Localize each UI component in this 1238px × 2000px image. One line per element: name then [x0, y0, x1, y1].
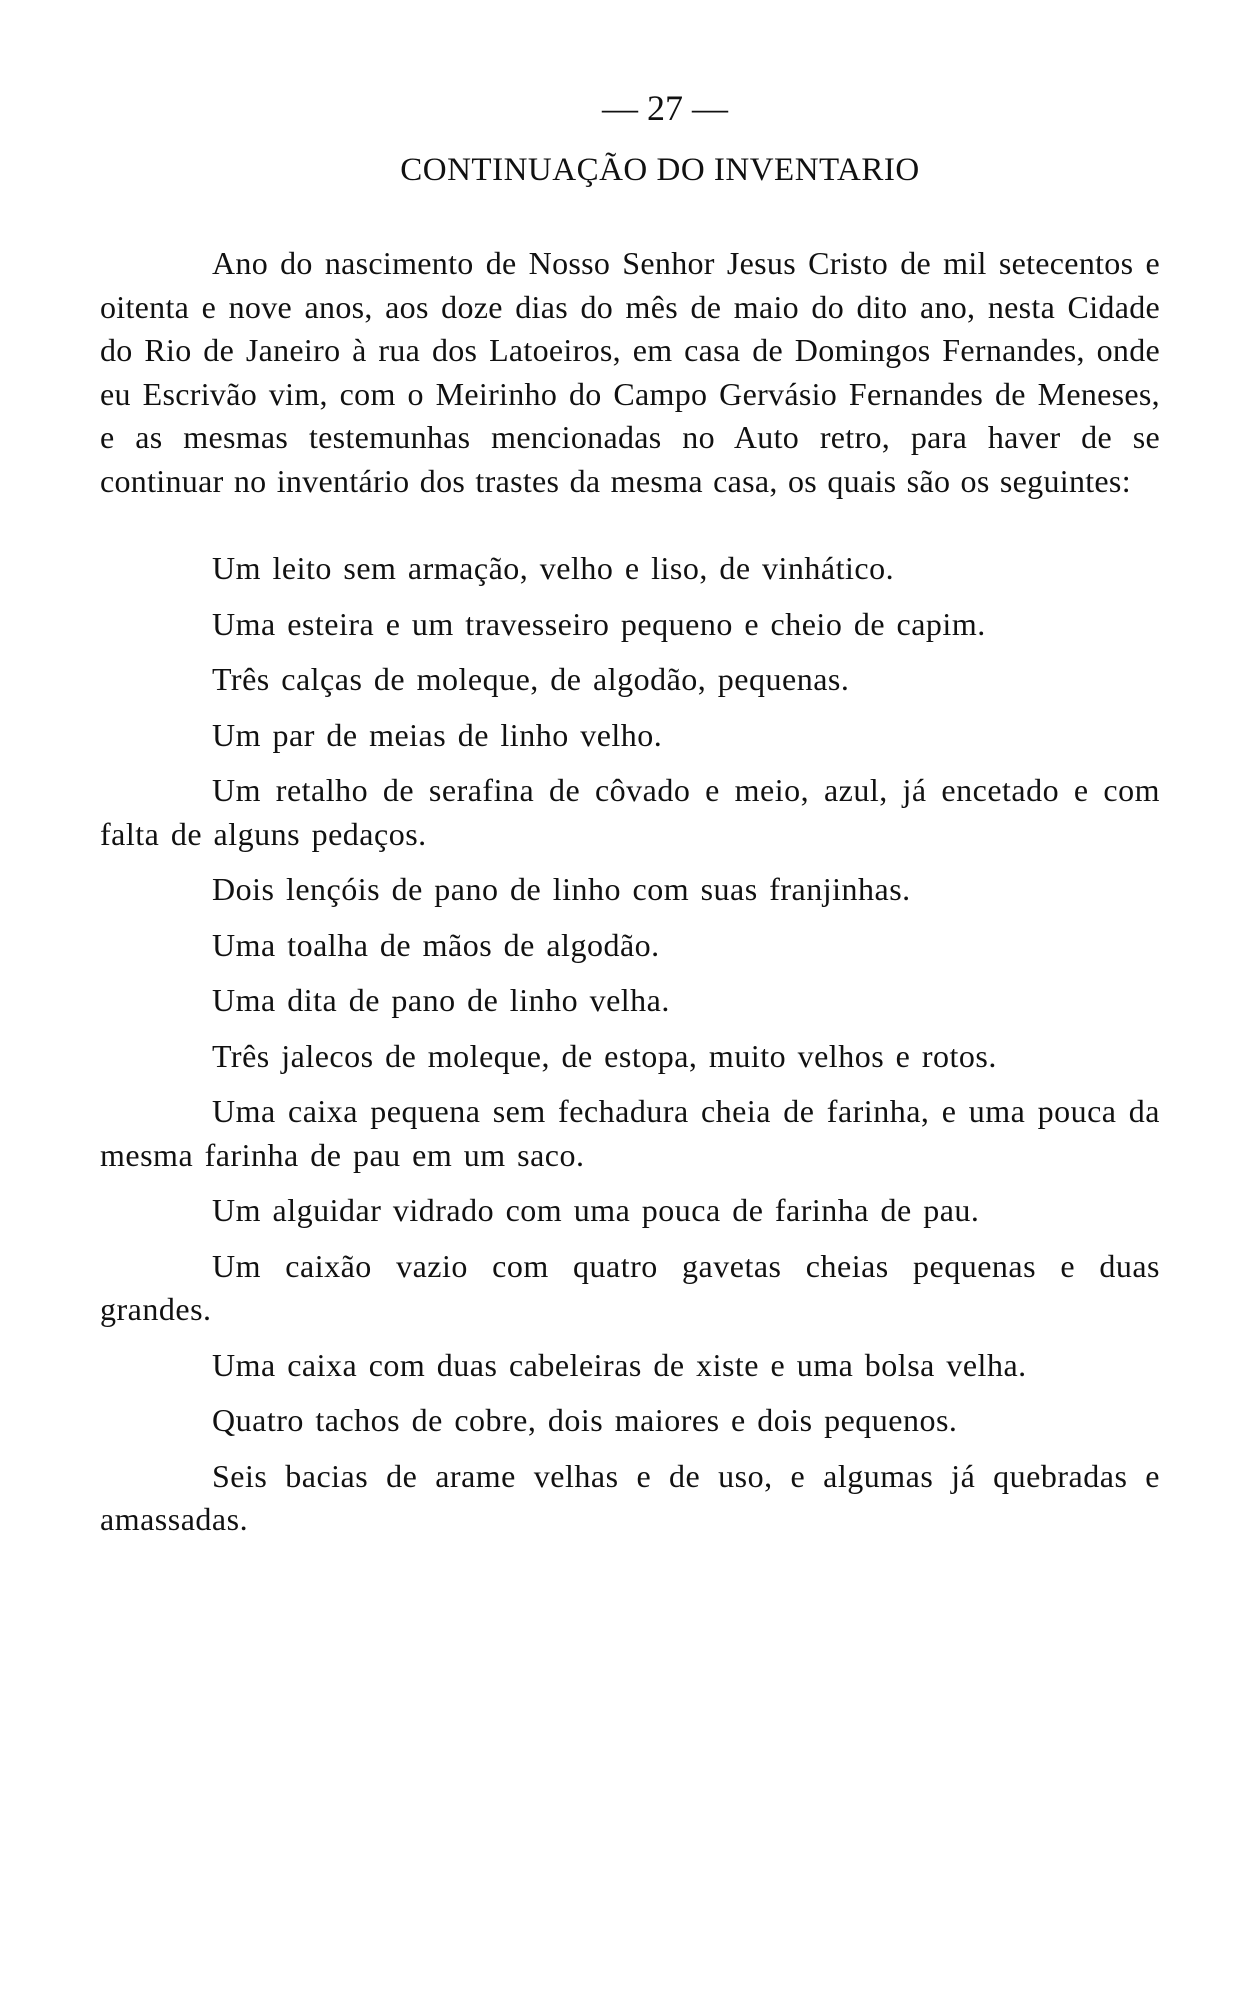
inventory-item: Dois lençóis de pano de linho com suas franjinhas.	[212, 871, 911, 907]
inventory-item: Uma caixa com duas cabeleiras de xiste e uma bolsa velha.	[212, 1346, 1027, 1383]
intro-paragraph: Ano do nascimento de Nosso Senhor Jesus Cristo de mil setecentos e oitenta e nove anos, aos doze dias do mês de maio do dito ano, nesta Cidade do Rio de Janeiro à rua dos Latoeiros, em casa de Domingos Fernandes, onde eu Escrivão vim, com o Meirinho do Campo Gervásio Fernandes de Meneses, e as mesmas testemunhas mencionadas no Auto retro, para haver de se continuar no inventário dos trastes da mesma casa, os quais são os seguintes:	[100, 245, 1160, 499]
inventory-item: Um leito sem armação, velho e liso, de vinhático.	[212, 550, 895, 586]
inventory-item: Um caixão vazio com quatro gavetas cheias pequenas e duas grandes.	[100, 1247, 1160, 1327]
page-number: — 27 —	[602, 88, 728, 128]
document-page	[100, 78, 1160, 1554]
inventory-item: Um par de meias de linho velho.	[212, 716, 663, 753]
inventory-item: Três calças de moleque, de algodão, pequenas.	[212, 661, 850, 697]
inventory-item: Um alguidar vidrado com uma pouca de farinha de pau.	[212, 1192, 980, 1228]
inventory-list	[100, 547, 1160, 1542]
inventory-item: Três jalecos de moleque, de estopa, muito velhos e rotos.	[212, 1037, 997, 1074]
inventory-item: Uma esteira e um travesseiro pequeno e cheio de capim.	[212, 605, 986, 642]
inventory-item: Um retalho de serafina de côvado e meio, azul, já encetado e com falta de alguns pedaços.	[100, 772, 1160, 852]
inventory-item: Quatro tachos de cobre, dois maiores e dois pequenos.	[212, 1402, 958, 1438]
inventory-item: Seis bacias de arame velhas e de uso, e algumas já quebradas e amassadas.	[100, 1457, 1160, 1537]
page-title: CONTINUAÇÃO DO INVENTARIO	[400, 152, 920, 188]
inventory-item: Uma toalha de mãos de algodão.	[212, 926, 660, 963]
inventory-item: Uma caixa pequena sem fechadura cheia de farinha, e uma pouca da mesma farinha de pau em um saco.	[100, 1093, 1160, 1173]
inventory-item: Uma dita de pano de linho velha.	[212, 982, 670, 1018]
